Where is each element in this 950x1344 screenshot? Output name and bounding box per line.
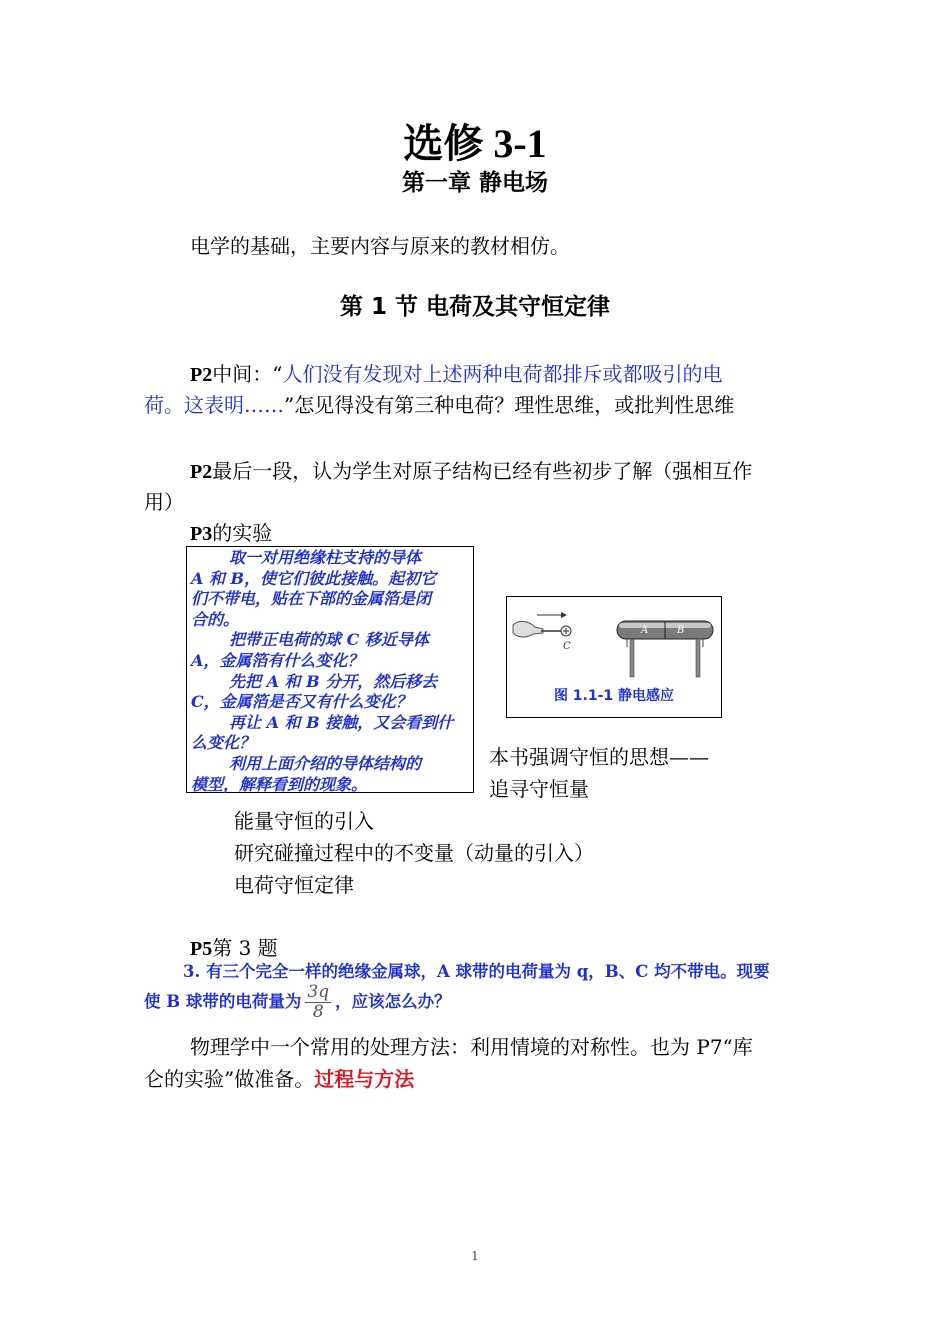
page-ref: P2: [190, 364, 213, 386]
conservation-item: 研究碰撞过程中的不变量（动量的引入）: [234, 841, 594, 865]
p5-heading: P5第 3 题: [190, 936, 278, 960]
fraction-denominator: 8: [312, 1002, 324, 1022]
document-title: 选修 3-1: [403, 121, 547, 166]
page-ref: P5: [190, 938, 213, 960]
quote-text: 荷。这表明……: [144, 393, 284, 417]
figure-caption: 图 1.1-1 静电感应: [553, 688, 675, 704]
question-line2: 使 B 球带的电荷量为 $\frac{3q}{8}$ ，应该怎么办？: [144, 982, 451, 1022]
emphasis-label: 过程与方法: [314, 1067, 415, 1091]
closing-line2: 仑的实验”做准备。过程与方法: [144, 1067, 415, 1091]
hand-icon: [513, 621, 543, 637]
stand-a: [630, 639, 634, 677]
fraction: [305, 983, 331, 1022]
label-b: B: [677, 625, 685, 636]
box-line: 再让 A 和 B 接触，又会看到什: [229, 712, 454, 732]
experiment-box: [186, 546, 474, 793]
fraction-numerator: 3q: [307, 982, 330, 1002]
p3-heading: P3的实验: [190, 521, 273, 545]
p2-last-line1: P2最后一段，认为学生对原子结构已经有些初步了解（强相互作: [190, 459, 753, 483]
chapter-heading: 第一章 静电场: [401, 170, 548, 196]
electrostatic-induction-figure: [506, 596, 722, 718]
label-c: C: [563, 641, 571, 652]
lead-text: 中间：“: [212, 362, 283, 386]
induction-illustration: [507, 597, 721, 683]
conservation-item: 能量守恒的引入: [234, 809, 374, 833]
closing-line1: 物理学中一个常用的处理方法：利用情境的对称性。也为 P7“库: [190, 1035, 753, 1059]
box-line: 利用上面介绍的导体结构的: [229, 753, 422, 773]
section-heading: 第 1 节 电荷及其守恒定律: [339, 294, 611, 320]
conservation-item: 电荷守恒定律: [234, 873, 354, 897]
arrow-head: [561, 612, 567, 618]
box-line: A，金属箔有什么变化？: [191, 650, 364, 670]
conservation-line2: 追寻守恒量: [489, 777, 589, 801]
box-line: 模型，解释看到的现象。: [191, 774, 368, 794]
page-ref: P2: [190, 461, 213, 483]
box-line: C，金属箔是否又有什么变化？: [191, 692, 412, 712]
box-line: 们不带电，贴在下部的金属箔是闭: [191, 589, 432, 609]
question-line1: 3. 有三个完全一样的绝缘金属球，A 球带的电荷量为 q，B、C 均不带电。现要: [183, 962, 770, 981]
box-line: 把带正电荷的球 C 移近导体: [229, 630, 429, 650]
label-a: A: [641, 625, 649, 636]
tail-text: ”怎见得没有第三种电荷？理性思维，或批判性思维: [284, 393, 735, 417]
stand-b: [696, 639, 700, 677]
conservation-line1: 本书强调守恒的思想——: [489, 745, 709, 769]
box-line: 取一对用绝缘柱支持的导体: [229, 548, 422, 567]
p2-middle-line1: [190, 358, 722, 387]
box-line: 先把 A 和 B 分开，然后移去: [229, 671, 438, 691]
box-line: 合的。: [191, 609, 240, 629]
page-ref: P3: [190, 523, 213, 545]
page-number: 1: [471, 1249, 479, 1263]
p2-last-line2: 用）: [144, 490, 184, 514]
intro-paragraph: 电学的基础，主要内容与原来的教材相仿。: [190, 234, 570, 258]
p2-middle-line2: [144, 389, 734, 418]
box-line: A 和 B，使它们彼此接触。起初它: [191, 568, 437, 588]
box-line: 么变化？: [191, 733, 256, 753]
quote-text: 人们没有发现对上述两种电荷都排斥或都吸引的电: [282, 362, 723, 386]
